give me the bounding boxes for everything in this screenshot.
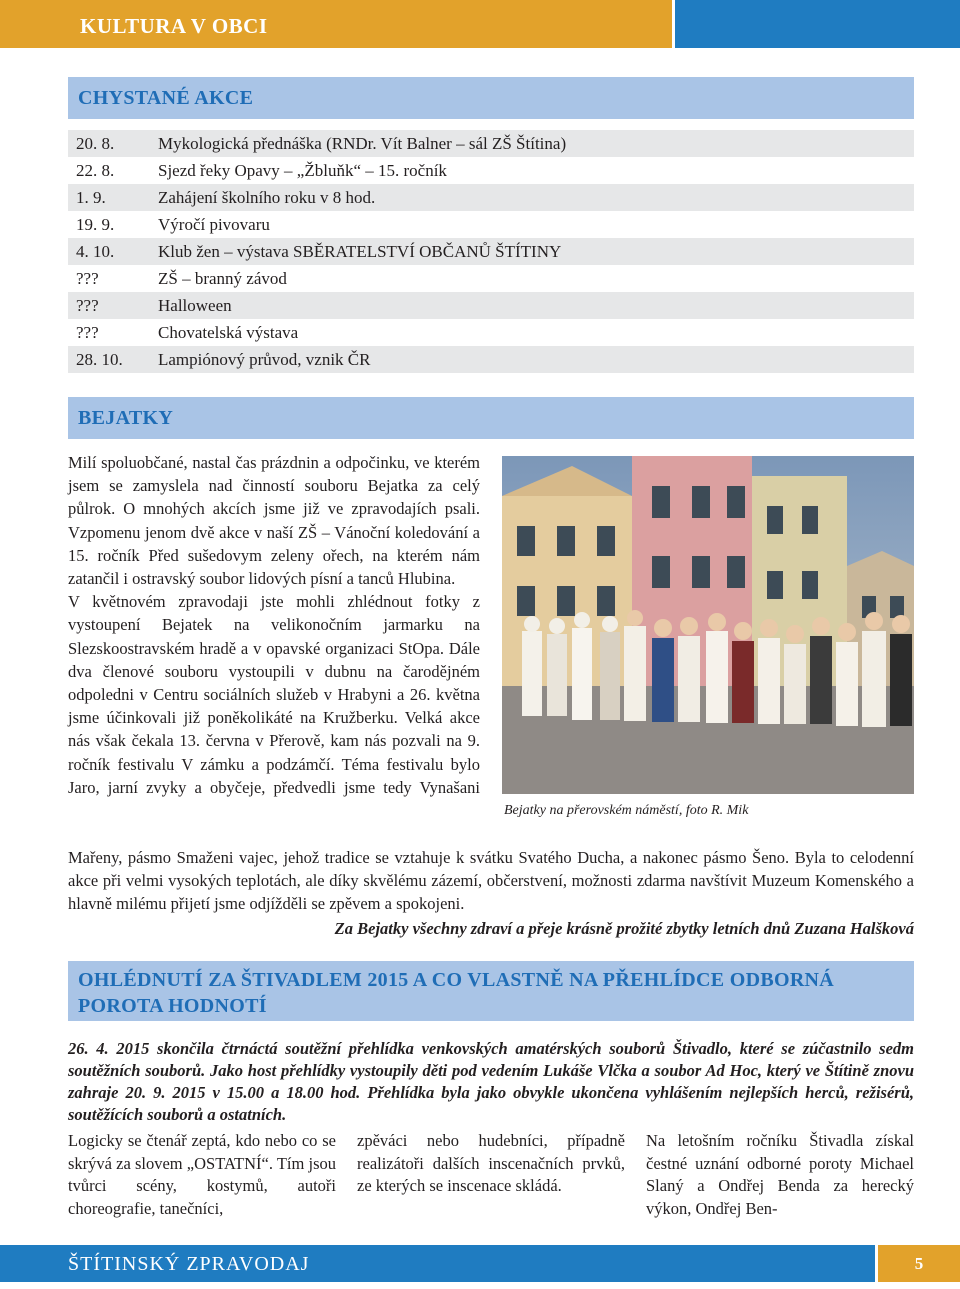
event-row: [68, 157, 914, 184]
event-name: Výročí pivovaru: [158, 215, 270, 234]
event-name: Lampiónový průvod, vznik ČR: [158, 350, 371, 369]
event-name: Klub žen – výstava SBĚRATELSTVÍ OBČANŮ ŠTÍTINY: [158, 242, 562, 261]
bejatky-text-column: [68, 451, 480, 799]
page-section-title: KULTURA V OBCI: [80, 14, 268, 38]
events-section-bar: [68, 77, 914, 119]
bejatky-section-bar: [68, 397, 914, 439]
stivadlo-column-2: zpěváci nebo hudebníci, případně realizátoři dalších inscenačních prvků, ze kterých se inscenace skládá.: [357, 1131, 625, 1195]
event-row: [68, 319, 914, 346]
bejatky-paragraph-2-continued: Mařeny, pásmo Smaženi vajec, jehož tradice se vztahuje k svátku Svatého Ducha, a nakonec pásmo Šeno. Byla to celodenní akce při velmi vysokých teplotách, ale díky skvělému zázemí, občerstvení, možnosti zdarma navštívit Muzeum Komenského a hlavně milému přijetí jsme odjížděli se zpěvem a spokojeni.: [68, 848, 914, 914]
event-date: 19. 9.: [76, 215, 115, 234]
event-name: ZŠ – branný závod: [158, 269, 287, 288]
event-name: Sjezd řeky Opavy – „Žbluňk“ – 15. ročník: [158, 161, 447, 180]
bejatky-paragraph-2: V květnovém zpravodaji jste mohli zhlédnout fotky z vystoupení Bejatek na velikonočním jarmarku na Slezskoostravském hradě a v opavské organizaci StOpa. Dále dva členové souboru vystoupili v dubnu na čarodějném odpoledni v Centru sociálních služeb v Hrabyni a 26. května jsme účinkovali již poněkolikáté na Kružberku. Velká akce nás však čekala 13. června v Přerově, kam nás pozvali na 9. ročník festivalu V zámku a podzámčí. Téma festivalu bylo Jaro, jarní zvyky a obyčeje, předvedli jsme tedy Vynašani: [68, 592, 480, 797]
event-date: 28. 10.: [76, 350, 123, 369]
stivadlo-lead-paragraph: 26. 4. 2015 skončila čtrnáctá soutěžní přehlídka venkovských amatérských souborů Štivadlo, které se zúčastnilo sedm soutěžních souborů. Jako host přehlídky vystoupily děti pod vedením Lukáše Vlčka a soubor Ad Hoc, který ve Štítině znovu zahraje 20. 9. 2015 v 15.00 a 18.00 hod. Přehlídka byla jako obvykle ukončena vyhlášením nejlepších herců, režisérů, soutěžících souborů a ostatních.: [68, 1039, 914, 1124]
bejatky-photo: [502, 456, 914, 794]
stivadlo-column-3: Na letošním ročníku Štivadla získal čestné uznání odborné poroty Michael Slaný a Ondřej Benda za herecký výkon, Ondřej Ben-: [646, 1131, 914, 1218]
events-section-title: CHYSTANÉ AKCE: [78, 87, 254, 109]
event-name: Mykologická přednáška (RNDr. Vít Balner – sál ZŠ Štítina): [158, 134, 567, 153]
event-row: [68, 130, 914, 157]
event-name: Chovatelská výstava: [158, 323, 299, 342]
bejatky-paragraph-1: Milí spoluobčané, nastal čas prázdnin a odpočinku, ve kterém jsem se zamyslela nad činností souboru Bejatka za celý půlrok. O mnohých akcích jsme již ve zpravodajích psali. Vzpomenu jenom dvě akce v naší ZŠ – Vánoční koledování a 15. ročník Před sušedovym zeleny ořech, na kterém nám zatančil i ostravský soubor lidových písní a tanců Hlubina.: [68, 453, 480, 589]
event-row: [68, 211, 914, 238]
stivadlo-column-1: Logicky se čtenář zeptá, kdo nebo co se skrývá za slovem „OSTATNÍ“. Tím jsou tvůrci scény, kostymů, autoři choreografie, tanečníci,: [68, 1131, 336, 1218]
bejatky-signature: Za Bejatky všechny zdraví a přeje krásně prožité zbytky letních dnů Zuzana Halšková: [334, 919, 914, 938]
stivadlo-section-bar: [68, 961, 914, 1021]
event-date: ???: [76, 269, 99, 288]
events-table: [68, 130, 914, 373]
event-row: [68, 292, 914, 319]
event-row: [68, 346, 914, 373]
bejatky-section-title: BEJATKY: [78, 407, 174, 429]
event-row: [68, 184, 914, 211]
stivadlo-section-title: OHLÉDNUTÍ ZA ŠTIVADLEM 2015 A CO VLASTNĚ NA PŘEHLÍDCE ODBORNÁ POROTA HODNOTÍ: [78, 969, 835, 1017]
footer-title: ŠTÍTINSKÝ ZPRAVODAJ: [68, 1253, 310, 1275]
event-date: 20. 8.: [76, 134, 115, 153]
event-row: [68, 265, 914, 292]
event-name: Zahájení školního roku v 8 hod.: [158, 188, 376, 207]
header-band-blue: [675, 0, 960, 48]
photo-caption: Bejatky na přerovském náměstí, foto R. Mik: [504, 803, 749, 818]
event-row: [68, 238, 914, 265]
event-name: Halloween: [158, 296, 232, 315]
event-date: 1. 9.: [76, 188, 106, 207]
event-date: ???: [76, 296, 99, 315]
event-date: ???: [76, 323, 99, 342]
event-date: 4. 10.: [76, 242, 115, 261]
folk-group-photo-illustration: [502, 456, 914, 794]
page-number: 5: [878, 1245, 960, 1282]
event-date: 22. 8.: [76, 161, 115, 180]
